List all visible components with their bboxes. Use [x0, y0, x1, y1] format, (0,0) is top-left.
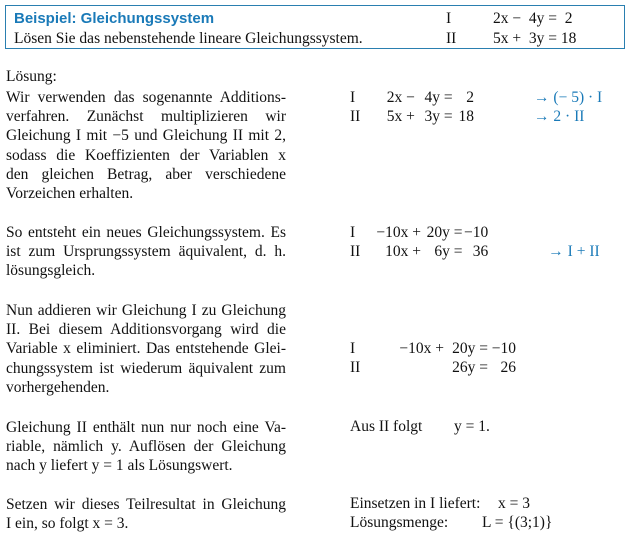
equation-rhs: 2	[466, 88, 475, 106]
step1-text	[6, 88, 286, 203]
step4-text	[6, 418, 286, 476]
equation-label: II	[350, 107, 361, 125]
operation-note	[488, 223, 634, 242]
text-line: den gleichen Betrag, aber verschiedene	[6, 165, 286, 183]
text-line: Variable x eliminiert. Das entstehende Glei-	[6, 340, 286, 358]
result-label: Aus II folgt	[350, 418, 423, 435]
insert-value: x = 3	[498, 495, 530, 512]
example-task: Lösen Sie das nebenstehende lineare Gleichungssystem.	[14, 30, 363, 47]
equation-term-x: 2x −	[386, 88, 415, 106]
equation-row	[350, 339, 516, 358]
step1-system	[350, 88, 634, 126]
equation-term-y: 3y =	[424, 107, 453, 125]
text-line: I ein, so folgt x = 3.	[6, 515, 129, 533]
equation-row	[350, 242, 634, 261]
equation-row	[350, 358, 516, 377]
equation-label: I	[350, 223, 356, 241]
operation-note: → I + II	[548, 242, 600, 260]
text-line: ist zum Ursprungssystem äquivalent, d. h.	[6, 243, 286, 261]
text-line: vorhergehenden.	[6, 378, 110, 396]
equation-row	[350, 88, 634, 107]
text-line: II. Bei diesem Additionsvorgang wird die	[6, 321, 286, 339]
equation-term-x: 5x +	[386, 107, 415, 125]
example-eq2: 5x + 3y = 18	[493, 30, 577, 47]
insert-label: Einsetzen in I liefert:	[350, 495, 481, 512]
text-line: verfahren. Zunächst multiplizieren wir	[6, 108, 286, 126]
example-eq1-label: I	[446, 10, 452, 27]
example-eq2-label: II	[446, 30, 457, 47]
equation-rhs: −10	[464, 223, 489, 241]
result-value: y = 1.	[454, 418, 490, 435]
equation-term-x: −10x +	[376, 223, 421, 241]
equation-label: I	[350, 339, 356, 357]
step3-text	[6, 301, 286, 397]
equation-rhs: 36	[472, 242, 489, 260]
solution-heading: Lösung:	[6, 68, 57, 85]
equation-term-y: 6y =	[434, 242, 463, 260]
example-eq1: 2x − 4y = 2	[493, 10, 573, 27]
equation-term-x: 10x +	[385, 242, 421, 260]
equation-term-y: 20y =	[426, 223, 463, 241]
solution-set-value: L = {(3;1)}	[482, 514, 553, 531]
text-line: Gleichung II enthält nun nur noch eine Va-	[6, 419, 286, 436]
text-line: nach y liefert y = 1 als Lösungswert.	[6, 457, 233, 475]
step5-text	[6, 495, 286, 533]
text-line: sodass die Koeffizienten der Variablen x	[6, 146, 286, 164]
operation-note: → 2 · II	[534, 107, 585, 125]
equation-rhs: −10	[491, 339, 516, 357]
example-title: Beispiel: Gleichungssystem	[14, 10, 215, 27]
text-line: Setzen wir dieses Teilresultat in Gleichung	[6, 496, 286, 513]
equation-label: II	[350, 242, 361, 260]
equation-term-x: −10x +	[399, 339, 444, 357]
text-line: riable, nämlich y. Auflösen der Gleichung	[6, 438, 286, 456]
equation-row	[350, 223, 634, 242]
equation-rhs: 18	[458, 107, 475, 125]
step2-system	[350, 223, 634, 261]
equation-term-y: 26y =	[452, 358, 488, 376]
text-line: Vorzeichen erhalten.	[6, 185, 134, 203]
operation-note: → (− 5) · I	[534, 88, 603, 106]
text-line: So entsteht ein neues Gleichungssystem. Es	[6, 224, 286, 241]
text-line: chungssystem ist wiederum äquivalent zum	[6, 359, 286, 377]
equation-label: I	[350, 88, 356, 106]
text-line: Wir verwenden das sogenannte Additions-	[6, 89, 286, 106]
equation-term-x	[382, 358, 448, 377]
equation-term-y: 4y =	[424, 88, 453, 106]
equation-term-y: 20y =	[452, 339, 488, 357]
step2-text	[6, 223, 286, 281]
solution-set-label: Lösungsmenge:	[350, 514, 449, 531]
equation-rhs: 26	[500, 358, 516, 376]
text-line: lösungsgleich.	[6, 262, 96, 280]
equation-label: II	[350, 358, 361, 376]
text-line: Gleichung I mit −5 und Gleichung II mit 2,	[6, 127, 286, 145]
equation-row	[350, 107, 634, 126]
step3-system	[350, 339, 516, 377]
text-line: Nun addieren wir Gleichung I zu Gleichung	[6, 302, 286, 319]
